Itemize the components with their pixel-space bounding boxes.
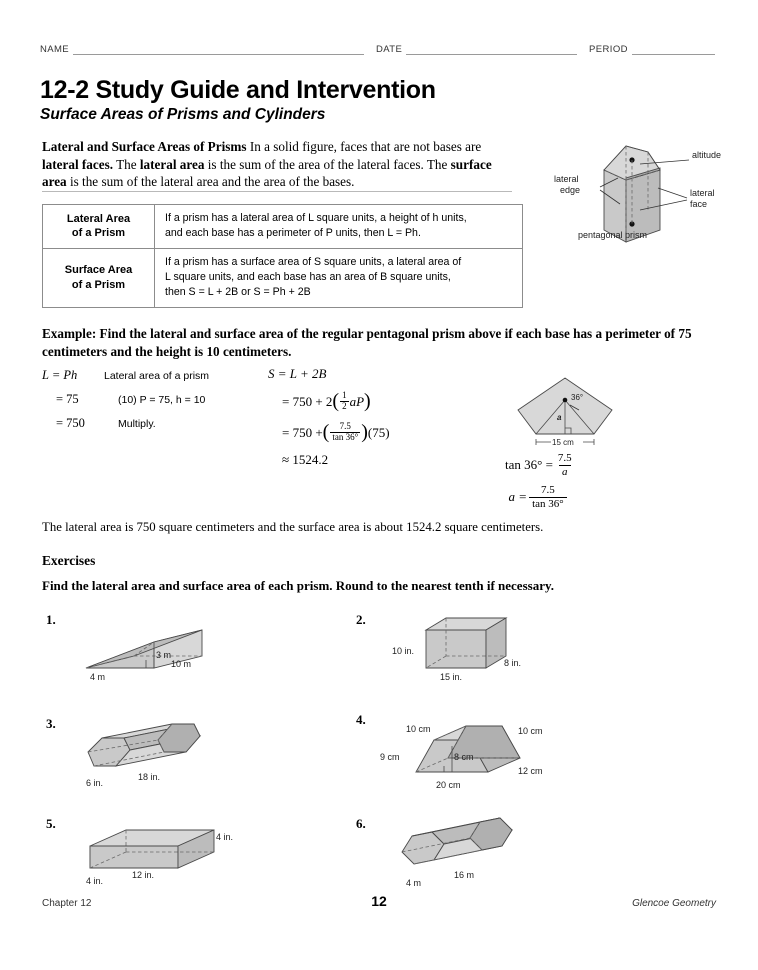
surface-line-3 xyxy=(268,421,390,444)
surface-line-3-pre: = 750 + xyxy=(282,424,323,440)
exercise-4-label-depth: 12 cm xyxy=(518,766,543,776)
exercises-heading: Exercises xyxy=(42,553,96,568)
solution-equation: = 75 xyxy=(56,392,79,406)
exercise-4-label-slant: 9 cm xyxy=(380,752,400,762)
solution-step xyxy=(42,392,209,407)
tan-fraction-numerator: 7.5 xyxy=(339,421,351,432)
date-label: DATE xyxy=(375,44,403,55)
lateral-area-body-line2: and each base has a perimeter of P units, then L = Ph. xyxy=(165,227,421,240)
altitude-label: altitude xyxy=(692,150,722,160)
exercise-1-label-height: 3 m xyxy=(156,650,172,660)
surface-line-4-text: ≈ 1524.2 xyxy=(282,452,329,467)
tan-equation-left: tan 36° = xyxy=(505,457,553,473)
exercise-6-label-length: 16 m xyxy=(454,870,475,880)
exercise-4-label-base: 20 cm xyxy=(436,780,461,790)
exercise-2-label-height: 10 in. xyxy=(392,646,415,656)
exercise-5-number: 5. xyxy=(46,816,56,831)
intro-heading: Lateral and Surface Areas of Prisms xyxy=(42,139,247,154)
name-label: NAME xyxy=(40,44,70,55)
apothem-equation-denominator: tan 36° xyxy=(529,497,567,511)
apothem-equation-fraction xyxy=(529,484,567,510)
intro-bold-2: lateral area xyxy=(139,156,205,172)
exercise-1-label-base: 4 m xyxy=(90,672,106,682)
apothem-equation-numerator: 7.5 xyxy=(541,484,555,497)
footer-page-number: 12 xyxy=(371,893,387,909)
footer-publisher: Glencoe Geometry xyxy=(632,898,716,909)
exercise-1-label-length: 10 m xyxy=(171,659,192,669)
surface-line-2-post: aP xyxy=(349,393,365,409)
exercise-4-label-top-left: 10 cm xyxy=(406,724,431,734)
exercise-3-figure xyxy=(68,716,238,788)
tan-fraction-denominator: tan 36° xyxy=(332,432,359,442)
table-row xyxy=(43,205,523,249)
example-prompt: Example: Find the lateral and surface area of the regular pentagonal prism above if each base has a perimeter of 75 centimeters and the height is 10 centimeters. xyxy=(42,326,692,359)
surface-area-header xyxy=(43,248,155,307)
left-paren: ( xyxy=(332,390,340,412)
intro-text-3: is the sum of the area of the lateral faces. The xyxy=(204,156,451,172)
tan-equation-denominator: a xyxy=(559,465,571,479)
exercise-2-label-depth: 8 in. xyxy=(504,658,522,668)
lateral-edge-label-2: edge xyxy=(560,185,581,195)
exercise-5-label-height: 4 in. xyxy=(216,832,234,842)
period-label: PERIOD xyxy=(589,44,628,55)
lateral-edge-label-1: lateral xyxy=(554,174,579,184)
surface-area-header-line1: Surface Area xyxy=(64,263,133,276)
right-paren-2: ) xyxy=(361,421,368,443)
intro-bold-1: lateral faces. xyxy=(42,156,114,172)
exercise-4-figure xyxy=(378,712,553,790)
exercise-5-label-length: 12 in. xyxy=(132,870,155,880)
intro-text-1: In a solid figure, faces that are not bases are xyxy=(246,139,482,154)
intro-bold-3: surface area xyxy=(42,156,492,190)
conclusion-text: The lateral area is 750 square centimeters and the surface area is about 1524.2 square centimeters. xyxy=(42,520,544,534)
exercise-6-label-side: 4 m xyxy=(406,878,422,888)
solution-step xyxy=(42,368,209,383)
exercise-2-figure xyxy=(378,612,538,682)
angle-label: 36° xyxy=(571,393,584,402)
right-paren: ) xyxy=(364,390,371,412)
table-row xyxy=(43,248,523,307)
exercise-3-label-length: 18 in. xyxy=(138,772,161,782)
lateral-area-header-line2: of a Prism xyxy=(71,227,126,240)
solution-note: Multiply. xyxy=(118,418,156,430)
tan-equation-numerator: 7.5 xyxy=(557,452,572,464)
pentagonal-prism-diagram xyxy=(548,132,748,242)
lateral-area-body xyxy=(155,205,523,249)
surface-line-4 xyxy=(268,452,390,468)
solution-equation: = 750 xyxy=(56,416,85,430)
apothem-label: a xyxy=(557,413,562,422)
surface-area-body-line3: then S = L + 2B or S = Ph + 2B xyxy=(165,286,311,299)
exercise-5-figure xyxy=(68,816,243,888)
exercise-1-figure xyxy=(68,612,228,682)
solution-step xyxy=(42,416,209,431)
lateral-face-label-1: lateral xyxy=(690,188,715,198)
pentagon-inset-diagram xyxy=(505,374,635,452)
solution-lateral-area xyxy=(42,368,209,440)
exercise-3-number: 3. xyxy=(46,716,56,731)
surface-area-body-line2: L square units, and each base has an area of B square units, xyxy=(165,271,451,284)
solution-apothem xyxy=(505,452,577,517)
page-title: 12-2 Study Guide and Intervention xyxy=(40,76,436,104)
exercise-6-figure xyxy=(378,816,553,890)
intro-text-2: The xyxy=(113,156,140,172)
lateral-area-body-line1: If a prism has a lateral area of L square units, a height of h units, xyxy=(165,212,467,224)
exercise-1-number: 1. xyxy=(46,612,56,627)
prism-caption: pentagonal prism xyxy=(578,230,648,240)
exercise-2-label-length: 15 in. xyxy=(440,672,463,682)
lateral-area-header-line1: Lateral Area xyxy=(66,212,131,225)
date-blank[interactable] xyxy=(406,45,577,55)
surface-area-body-line1: If a prism has a surface area of S square units, a lateral area of xyxy=(165,255,462,268)
solution-note: Lateral area of a prism xyxy=(104,370,210,382)
surface-line-1 xyxy=(268,366,390,382)
surface-line-1-text: S = L + 2B xyxy=(268,366,327,381)
lateral-area-header xyxy=(43,205,155,249)
tan-fraction xyxy=(330,422,360,442)
surface-line-2-pre: = 750 + 2 xyxy=(282,393,333,409)
lateral-face-label-2: face xyxy=(690,199,708,209)
exercises-directions: Find the lateral area and surface area of each prism. Round to the nearest tenth if necessary. xyxy=(42,578,555,593)
surface-area-body xyxy=(155,248,523,307)
surface-area-header-line2: of a Prism xyxy=(71,278,126,291)
surface-line-2 xyxy=(268,390,390,413)
tan-equation-fraction xyxy=(555,452,575,478)
left-paren-2: ( xyxy=(322,421,330,443)
tan-equation xyxy=(505,452,577,478)
page-subtitle: Surface Areas of Prisms and Cylinders xyxy=(40,106,326,123)
exercise-2-number: 2. xyxy=(356,612,366,627)
solution-equation: L = Ph xyxy=(42,368,78,382)
exercise-4-label-top-right: 10 cm xyxy=(518,726,543,736)
apothem-equation xyxy=(505,484,577,510)
footer-chapter: Chapter 12 xyxy=(42,898,92,909)
one-half-denominator: 2 xyxy=(342,401,347,411)
exercise-4-number: 4. xyxy=(356,712,366,727)
apothem-equation-left: a = xyxy=(508,489,528,505)
one-half-numerator: 1 xyxy=(342,390,347,401)
name-blank[interactable] xyxy=(73,45,364,55)
student-info-row xyxy=(40,44,715,55)
intro-paragraph xyxy=(42,138,512,191)
solution-surface-area xyxy=(268,366,390,476)
intro-divider xyxy=(42,191,512,192)
formula-table xyxy=(42,204,523,308)
side-length-label: 15 cm xyxy=(552,438,574,447)
exercise-4-label-height: 8 cm xyxy=(454,752,474,762)
one-half-fraction xyxy=(340,391,349,411)
exercise-6-number: 6. xyxy=(356,816,366,831)
intro-text-4: is the sum of the lateral area and the area of the bases. xyxy=(66,174,355,190)
exercise-5-label-width: 4 in. xyxy=(86,876,104,886)
surface-line-3-post: (75) xyxy=(367,424,390,440)
solution-note: (10) P = 75, h = 10 xyxy=(118,394,206,406)
exercise-3-label-side: 6 in. xyxy=(86,778,104,788)
period-blank[interactable] xyxy=(632,45,715,55)
